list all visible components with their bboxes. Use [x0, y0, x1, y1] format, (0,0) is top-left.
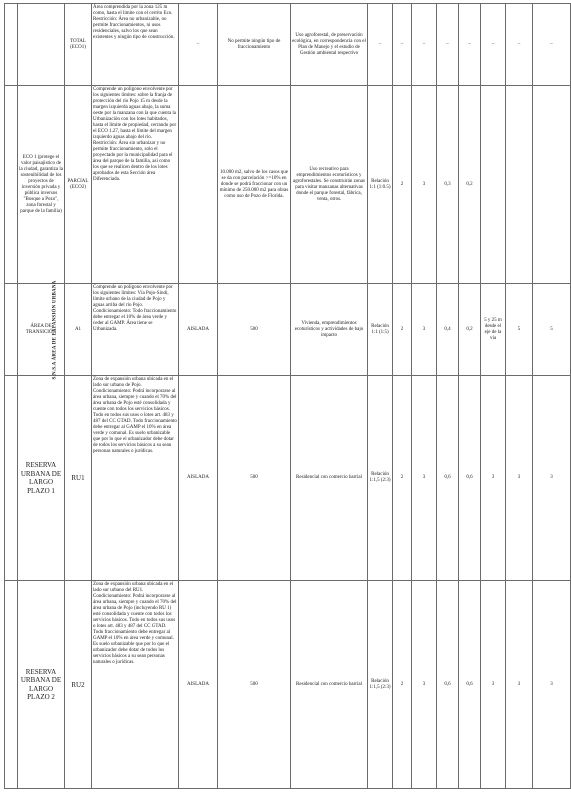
zoning-table: [4, 3, 571, 789]
zone-description: Zona de expansión urbana ubicada en el lado sur urbano del RU1. Condicionamiento: Podrá incorporarse al área urbana, siempre y cuando el 70% del área urbana de Pojo (incluyendo RU 1) esté consolidada y cuente con todos los servicios básicos. Todo en todos sus usos o lotes art. 483 y 487 del CC GTAD. Todo fraccionamiento debe entregar al GAMP el 10% en área verde y comunal. Es suelo urbanizable que por lo que el urbanizador debe dotar de todos los servicios básicos a su sean personas naturales o jurídicas.: [92, 581, 179, 789]
value-cell: –: [412, 4, 437, 86]
land-uses: Residencial con comercio barrial: [291, 376, 368, 581]
value-cell: 0,6: [459, 581, 481, 789]
value-cell: 5: [506, 284, 533, 376]
value-cell: 3: [533, 376, 571, 581]
value-cell: [533, 86, 571, 284]
zone-code: TOTAL (ECO1): [65, 4, 92, 86]
value-cell: 2: [393, 376, 412, 581]
side-label-cell-end: [5, 581, 18, 789]
density: No permite ningún tipo de fraccionamiento: [218, 4, 291, 86]
value-cell: 0,2: [459, 86, 481, 284]
value-cell: 5: [533, 284, 571, 376]
lot-ratio: Relación 1:1,5 (2:3): [368, 376, 393, 581]
zone-description: Zona de expansión urbana ubicada en el lado sur urbano de Pojo. Condicionamiento: Podrá incorporarse al área urbana, siempre y cuando el 70% del área urbana de Pojo esté consolidada y cuente con todos los servicios básicos. Todo en todos sus usos o lotes art. 483 y 487 del CC GTAD. Todo fraccionamiento debe entregar al GAMP el 10% en área verde y comunal. Es suelo urbanizable que por lo que el urbanizador debe dotar de todos los servicios básicos a su sean personas naturales o jurídicas.: [92, 376, 179, 581]
lot-ratio: Relación 1:1 (1:5): [368, 284, 393, 376]
lot-ratio: –: [368, 4, 393, 86]
value-cell: 3: [412, 284, 437, 376]
zone-code: A1: [65, 284, 92, 376]
building-type: AISLADA: [179, 581, 218, 789]
density: 10.000 m2, salvo de los casos que se da con parcelación >=10% en donde se podrá fraccionar con un mínimo de 250.000 m2 para obras como uso de Pozo de Florida.: [218, 86, 291, 284]
table-row: [5, 86, 571, 284]
value-cell: –: [481, 4, 506, 86]
value-cell: 0,6: [459, 376, 481, 581]
value-cell: 2: [393, 86, 412, 284]
zone-name: [18, 4, 65, 86]
side-label-cell-mid: [5, 86, 18, 284]
value-cell: 3: [412, 86, 437, 284]
side-label: S.N.S.A ÁREA DE EXPANSIÓN URBANA: [52, 280, 58, 379]
density: 500: [218, 376, 291, 581]
value-cell: –: [533, 4, 571, 86]
value-cell: –: [459, 4, 481, 86]
value-cell: 2: [393, 581, 412, 789]
value-cell: 0,6: [437, 376, 459, 581]
land-uses: Uso recreativo para emprendimientos ecoturísticos y agroforestales. Se construirán zonas para visitar manzanas alternativas donde el parque forestal, fábrica, venta, otros.: [291, 86, 368, 284]
zone-code: RU2: [65, 581, 92, 789]
density: 500: [218, 284, 291, 376]
side-label-cell-top: [5, 4, 18, 86]
lot-ratio: Relación 1:1 (1:0.5): [368, 86, 393, 284]
land-uses: Residencial con comercio barrial: [291, 581, 368, 789]
zone-code: RU1: [65, 376, 92, 581]
lot-ratio: Relación 1:1,5 (2:3): [368, 581, 393, 789]
value-cell: 0,3: [437, 86, 459, 284]
value-cell: 0,6: [437, 581, 459, 789]
building-type: AISLADA: [179, 376, 218, 581]
building-type: –: [179, 4, 218, 86]
value-cell: 3: [481, 581, 506, 789]
zone-description: Área comprendida por la zona 125 m como, hasta el limite con el cerrito Eco. Restricción: Área no urbanizable, no permite fraccionamientos, ni usos residenciales, salvo los que sean existentes y ningún tipo de construcción.: [92, 4, 179, 86]
zone-name: RESERVA URBANA DE LARGO PLAZO 1: [18, 376, 65, 581]
value-cell: [481, 86, 506, 284]
value-cell: 3: [506, 376, 533, 581]
value-cell: 0,4: [437, 284, 459, 376]
value-cell: 3: [506, 581, 533, 789]
value-cell: 2: [393, 284, 412, 376]
building-type: [179, 86, 218, 284]
zone-name: ÁREA DE TRANSICIÓN: [18, 284, 65, 376]
value-cell: 3: [533, 581, 571, 789]
zone-code: PARCIAL (ECO2): [65, 86, 92, 284]
table-row: [5, 581, 571, 789]
land-uses: Uso agroforestal, de preservación ecológica, en correspondencia con el Plan de Manejo y el estudio de Gestión ambiental respectivo: [291, 4, 368, 86]
value-cell: 3: [481, 376, 506, 581]
zone-description: Comprende un polígono envolvente por los siguientes limites: Vía Pojo-Sindi, límite urbano de la ciudad de Pojo y aguas arriba del río Pojo. Condicionamiento: Todo fraccionamiento debe entregar el 10% de área verde y ceder al GAMP. Área tiene se Urbanizada.: [92, 284, 179, 376]
density: 500: [218, 581, 291, 789]
table-row: [5, 4, 571, 86]
value-cell: [506, 86, 533, 284]
building-type: AISLADA: [179, 284, 218, 376]
value-cell: 3: [412, 581, 437, 789]
zone-description: Comprende un polígono envolvente por los siguientes limites: sobre la franja de protección del río Pojo 15 m desde la margen izquierda aguas abajo, la suma oeste por la manzana con la que cuenta la Urbanización con los lotes habitados, hasta el límite de propiedad, cerrando por el ECO 1.27, hasta el límite del margen izquierdo aguas abajo del río. Restricción: Área sin urbanizar y no permite fraccionamiento, solo el proyectado por la municipalidad para el área del parque de la familia, así como los que se realicen dentro de los lotes aprobados de esta Sección área Diferenciada.: [92, 86, 179, 284]
value-cell: –: [393, 4, 412, 86]
value-cell: 5 y 25 m desde el eje de la vía: [481, 284, 506, 376]
value-cell: 0,2: [459, 284, 481, 376]
value-cell: –: [506, 4, 533, 86]
zone-name: ECO 1 (protege el valor paisajístico de la ciudad, garantiza la sostenibilidad de los proyectos de inversión privada y pública inversos "Bosque a Pozo", zona forestal y parque de la familia): [18, 86, 65, 284]
table-row: [5, 376, 571, 581]
table-row: [5, 284, 571, 376]
value-cell: –: [437, 4, 459, 86]
land-uses: Vivienda, emprendimientos ecoturísticos y actividades de bajo impacto: [291, 284, 368, 376]
zone-name: RESERVA URBANA DE LARGO PLAZO 2: [18, 581, 65, 789]
side-label-cell-bottom: [5, 376, 18, 581]
value-cell: 3: [412, 376, 437, 581]
